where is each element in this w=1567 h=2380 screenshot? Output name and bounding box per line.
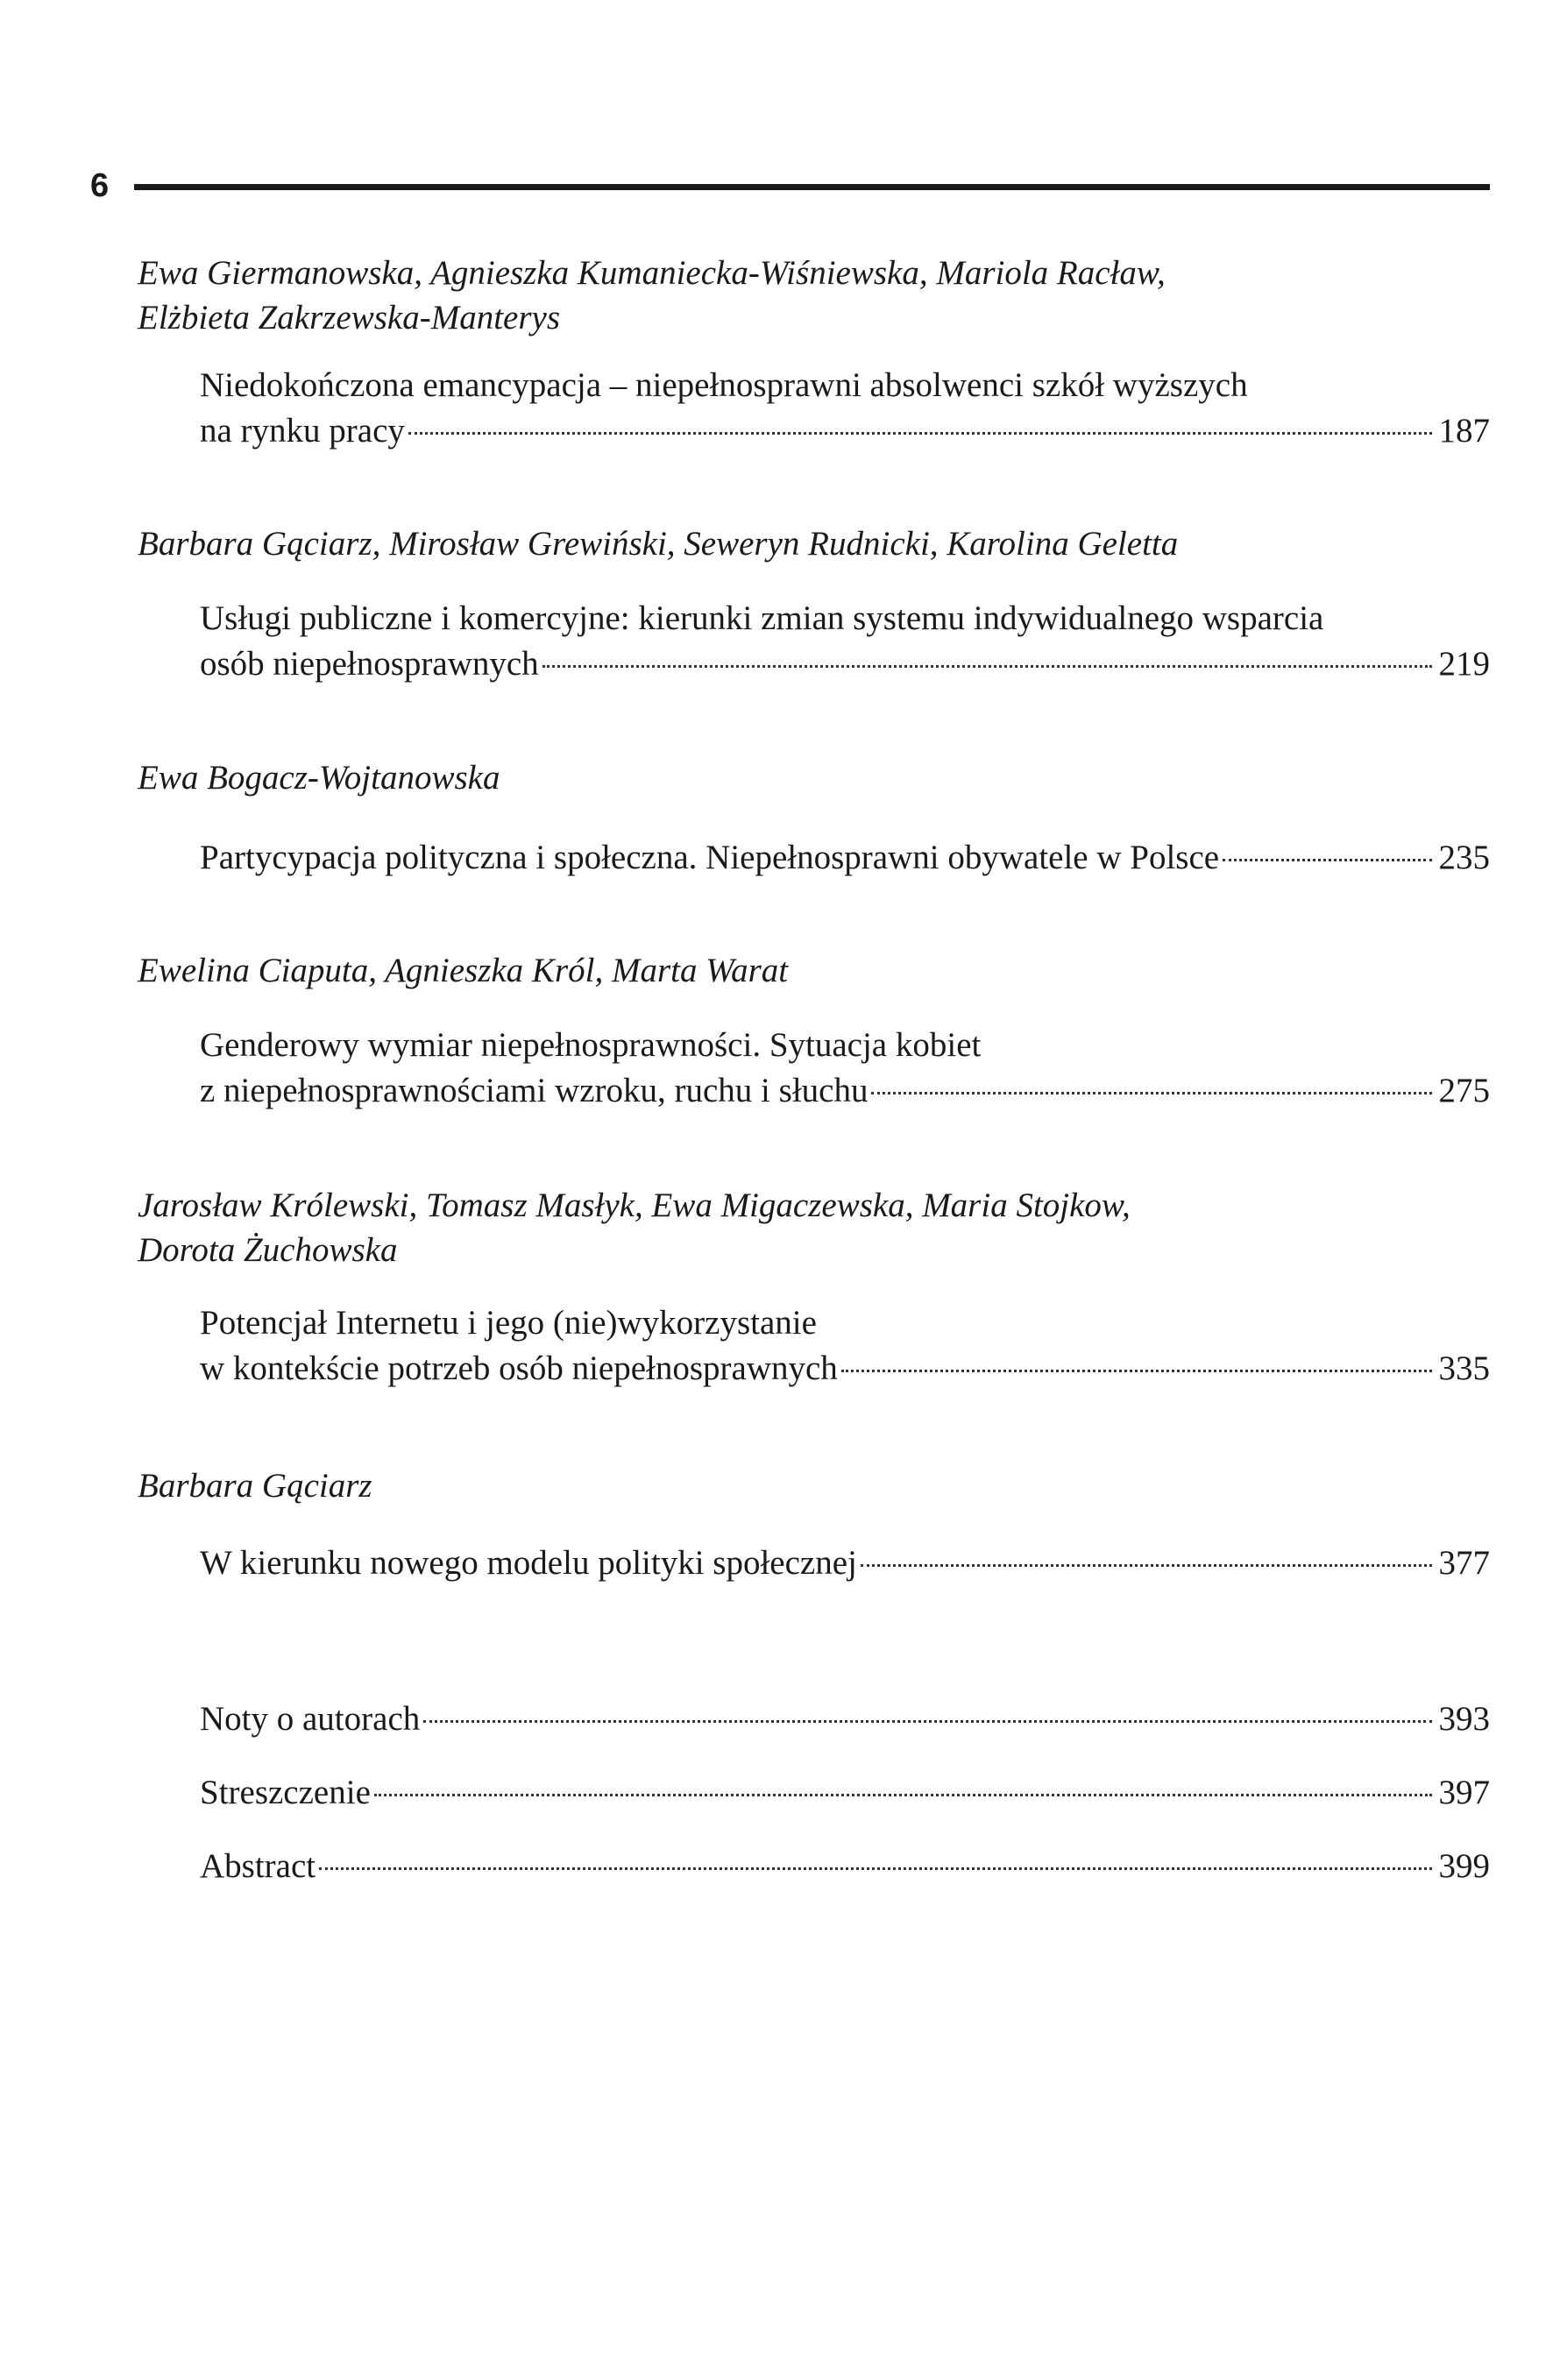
dot-leader [319, 1867, 1431, 1870]
toc-entry[interactable] [200, 835, 1490, 881]
authors-line: Ewa Bogacz-Wojtanowska [138, 759, 500, 797]
entry-title-line: Usługi publiczne i komercyjne: kierunki zmian systemu indywidualnego wsparcia [200, 599, 1324, 637]
entry-title-line: Niedokończona emancypacja – niepełnosprawni absolwenci szkół wyższych [200, 366, 1248, 404]
entry-last-line [200, 408, 1490, 454]
authors-line: Ewa Giermanowska, Agnieszka Kumaniecka-Wiśniewska, Mariola Racław, [138, 254, 1166, 292]
toc-entry-appendix[interactable] [200, 1770, 1490, 1816]
toc-entry-appendix[interactable] [200, 1844, 1490, 1889]
entry-title-line: w kontekście potrzeb osób niepełnosprawnych [200, 1349, 838, 1387]
entry-last-line [200, 1844, 1490, 1889]
dot-leader [841, 1370, 1432, 1372]
entry-page-number: 377 [1438, 1544, 1490, 1582]
authors-line: Dorota Żuchowska [138, 1231, 398, 1269]
entry-title-line: Potencjał Internetu i jego (nie)wykorzystanie [200, 1304, 817, 1342]
header-rule [134, 184, 1490, 190]
entry-page-number: 275 [1438, 1072, 1490, 1109]
entry-title-line: Abstract [200, 1847, 316, 1885]
entry-page-number: 187 [1438, 412, 1490, 450]
authors-line: Barbara Gąciarz, Mirosław Grewiński, Seweryn Rudnicki, Karolina Geletta [138, 525, 1179, 563]
entry-last-line [200, 1346, 1490, 1392]
dot-leader [408, 432, 1432, 435]
authors-line: Jarosław Królewski, Tomasz Masłyk, Ewa Migaczewska, Maria Stojkow, [138, 1186, 1131, 1224]
toc-authors [138, 1183, 1435, 1272]
toc-authors [138, 755, 1435, 800]
entry-last-line [200, 641, 1490, 687]
authors-line: Elżbieta Zakrzewska-Manterys [138, 299, 561, 336]
authors-line: Ewelina Ciaputa, Agnieszka Król, Marta Warat [138, 952, 789, 989]
entry-title-line: Noty o autorach [200, 1700, 421, 1738]
entry-last-line [200, 835, 1490, 881]
toc-entry[interactable] [200, 1300, 1490, 1392]
dot-leader [423, 1720, 1431, 1723]
toc-entry[interactable] [200, 1023, 1490, 1114]
entry-title-line: z niepełnosprawnościami wzroku, ruchu i słuchu [200, 1072, 869, 1109]
page-number: 6 [90, 167, 110, 204]
toc-entry[interactable] [200, 363, 1490, 454]
entry-page-number: 397 [1438, 1774, 1490, 1811]
toc-entry[interactable] [200, 596, 1490, 687]
entry-page-number: 393 [1438, 1700, 1490, 1738]
dot-leader [374, 1794, 1432, 1796]
toc-authors [138, 251, 1435, 340]
dot-leader [871, 1092, 1431, 1094]
entry-title-line: Partycypacja polityczna i społeczna. Niepełnosprawni obywatele w Polsce [200, 839, 1220, 876]
entry-title-line: osób niepełnosprawnych [200, 645, 539, 683]
toc-authors [138, 1463, 1435, 1508]
entry-page-number: 399 [1438, 1847, 1490, 1885]
entry-page-number: 235 [1438, 839, 1490, 876]
toc-authors [138, 948, 1435, 993]
dot-leader [542, 665, 1432, 668]
toc-entry-appendix[interactable] [200, 1696, 1490, 1742]
entry-title-line: Streszczenie [200, 1774, 371, 1811]
entry-last-line [200, 1696, 1490, 1742]
authors-line: Barbara Gąciarz [138, 1467, 372, 1505]
entry-last-line [200, 1541, 1490, 1586]
entry-page-number: 335 [1438, 1349, 1490, 1387]
page-header [90, 165, 1490, 217]
entry-title-line: na rynku pracy [200, 412, 405, 450]
entry-last-line [200, 1068, 1490, 1114]
entry-title-line: W kierunku nowego modelu polityki społecznej [200, 1544, 857, 1582]
toc-authors [138, 521, 1435, 566]
entry-last-line [200, 1770, 1490, 1816]
entry-title-line: Genderowy wymiar niepełnosprawności. Sytuacja kobiet [200, 1026, 982, 1064]
entry-page-number: 219 [1438, 645, 1490, 683]
dot-leader [861, 1564, 1432, 1567]
toc-entry[interactable] [200, 1541, 1490, 1586]
dot-leader [1223, 859, 1431, 861]
